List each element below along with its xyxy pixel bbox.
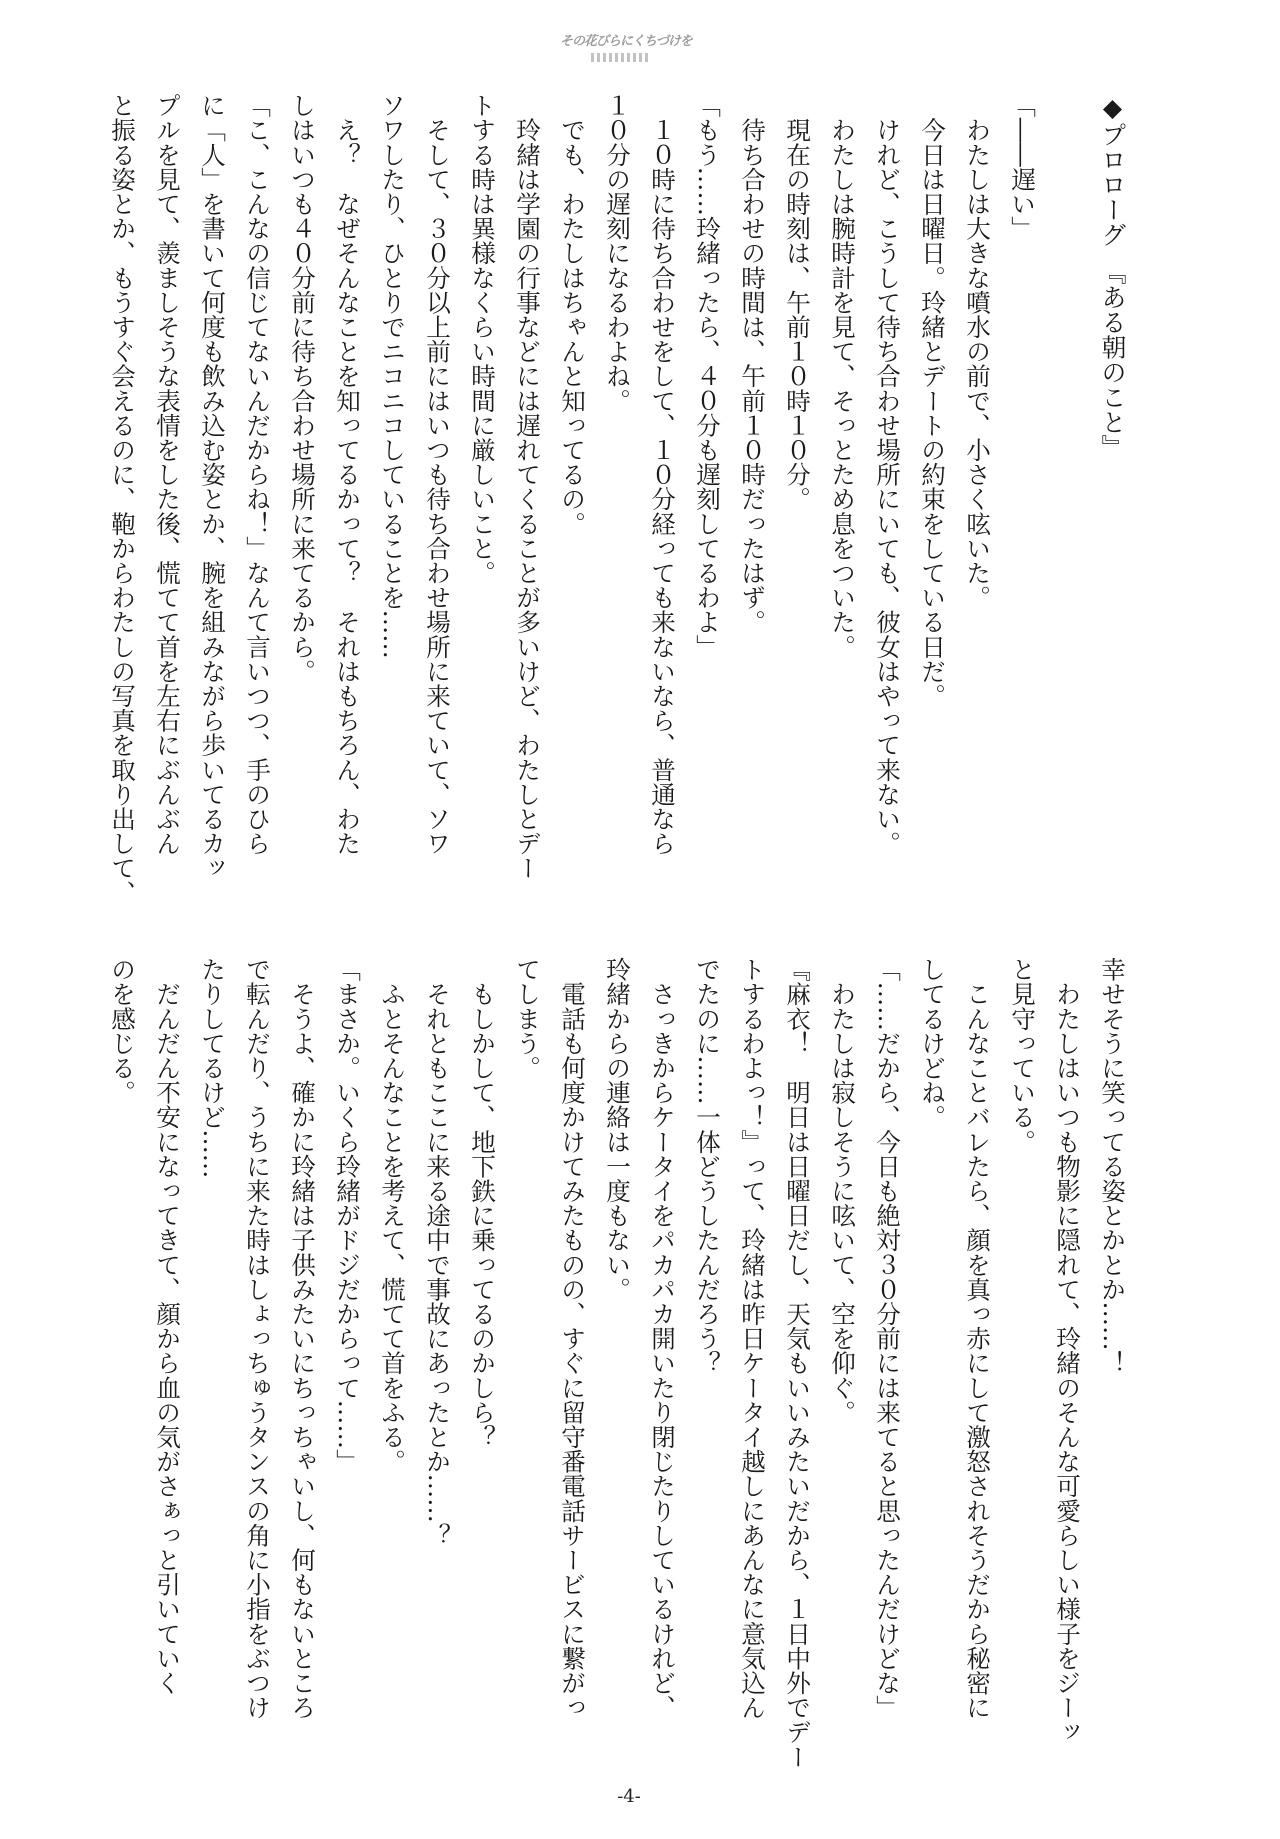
text-line: 電話も何度かけてみたものの、すぐに留守番電話サービスに繋がっ (558, 957, 587, 1720)
text-line: と振る姿とか、もうすぐ会えるのに、鞄からわたしの写真を取り出して、 (108, 93, 137, 905)
text-line: 玲緒は学園の行事などには遅れてくることが多いけど、わたしとデー (513, 93, 542, 881)
text-line: ソワしたり、ひとりでニコニコしていることを…… (378, 93, 407, 659)
text-line: １０分の遅刻になるわよね。 (603, 93, 632, 413)
chapter-heading: ◆プロローグ 『ある朝のこと』 (1098, 93, 1127, 460)
text-line: してるけどね。 (918, 957, 947, 1130)
logo-title: その花びらにくちづけを (560, 34, 692, 49)
text-line: に「人」を書いて何度も飲み込む姿とか、腕を組みながら歩いてるカッ (198, 93, 227, 881)
text-block-top (100, 93, 1135, 905)
text-line: ふとそんなことを考えて、慌てて首をふる。 (378, 957, 407, 1474)
text-line: のを感じる。 (108, 957, 137, 1105)
text-line: 「……だから、今日も絶対３０分前には来てると思ったんだけどな」 (873, 957, 902, 1720)
text-line: それともここに来る途中で事故にあったとか……？ (423, 957, 452, 1548)
text-line: たりしてるけど…… (198, 957, 227, 1179)
text-line: こんなことバレたら、顔を真っ赤にして激怒されそうだから秘密に (963, 957, 992, 1720)
text-line: わたしは大きな噴水の前で、小さく呟いた。 (963, 93, 992, 610)
text-line: トするわよっ！』って、玲緒は昨日ケータイ越しにあんなに意気込ん (738, 957, 767, 1720)
text-line: 今日は日曜日。玲緒とデートの約束をしている日だ。 (918, 93, 947, 708)
text-line: そうよ、確かに玲緒は子供みたいにちっちゃいし、何もないところ (288, 957, 317, 1720)
text-line: さっきからケータイをパカパカ開いたり閉じたりしているけれど、 (648, 957, 677, 1720)
text-line: と見守っている。 (1008, 957, 1037, 1154)
text-line: 「――遅い」 (1008, 93, 1037, 241)
text-line: てしまう。 (513, 957, 542, 1080)
text-line: けれど、こうして待ち合わせ場所にいても、彼女はやって来ない。 (873, 93, 902, 856)
text-line: プルを見て、羨ましそうな表情をした後、慌てて首を左右にぶんぶん (153, 93, 182, 856)
text-line: でも、わたしはちゃんと知ってるの。 (558, 93, 587, 536)
text-line: 待ち合わせの時間は、午前１０時だったはず。 (738, 93, 767, 635)
text-line: 幸せそうに笑ってる姿とかとか……！ (1098, 957, 1127, 1376)
blank-column (1045, 93, 1090, 893)
text-line: でたのに……一体どうしたんだろう？ (693, 957, 722, 1376)
text-line: わたしは寂しそうに呟いて、空を仰ぐ。 (828, 957, 857, 1425)
text-line: そして、３０分以上前にはいつも待ち合わせ場所に来ていて、ソワ (423, 93, 452, 856)
text-line: しはいつも４０分前に待ち合わせ場所に来てるから。 (288, 93, 317, 684)
text-line: 現在の時刻は、午前１０時１０分。 (783, 93, 812, 512)
text-line: もしかして、地下鉄に乗ってるのかしら？ (468, 957, 497, 1449)
text-line: わたしは腕時計を見て、そっとため息をついた。 (828, 93, 857, 659)
text-line: １０時に待ち合わせをして、１０分経っても来ないなら、普通なら (648, 93, 677, 856)
logo-subtitle-mark (591, 53, 649, 62)
text-line: だんだん不安になってきて、顔から血の気がさぁっと引いていく (153, 957, 182, 1695)
text-line: わたしはいつも物影に隠れて、玲緒のそんな可愛らしい様子をジーッ (1053, 957, 1082, 1745)
text-line: 『麻衣！ 明日は日曜日だし、天気もいいみたいだから、１日中外でデー (783, 957, 812, 1769)
series-logo (560, 30, 692, 75)
text-line: で転んだり、うちに来た時はしょっちゅうタンスの角に小指をぶつけ (243, 957, 272, 1720)
text-line: 「もう……玲緒ったら、４０分も遅刻してるわよ」 (693, 93, 722, 659)
text-block-bottom (100, 957, 1135, 1769)
text-line: トする時は異様なくらい時間に厳しいこと。 (468, 93, 497, 585)
text-line: 「まさか。いくら玲緒がドジだからって……」 (333, 957, 362, 1474)
text-line: 玲緒からの連絡は一度もない。 (603, 957, 632, 1302)
page-number: -4- (617, 1786, 641, 1807)
text-line: え？ なぜそんなことを知ってるかって？ それはもちろん、わた (333, 93, 362, 856)
text-line: 「こ、こんなの信じてないんだからね！」なんて言いつつ、手のひら (243, 93, 272, 856)
